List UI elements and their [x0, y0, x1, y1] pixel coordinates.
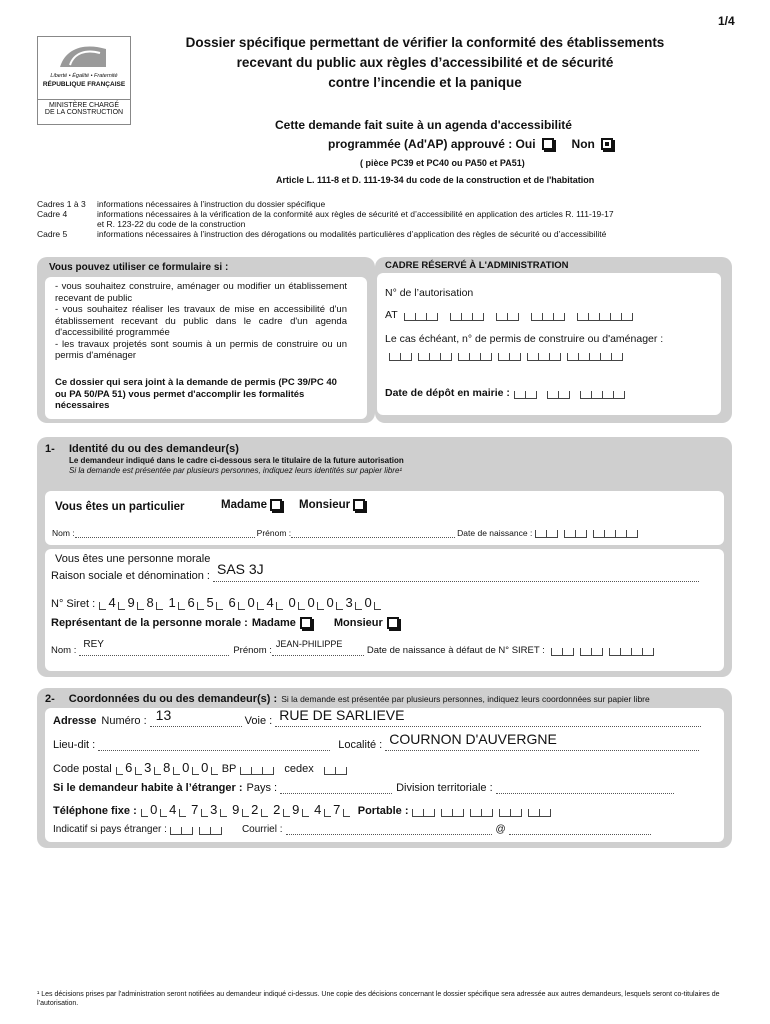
cp-row: [53, 760, 353, 775]
adresse-label: Adresse: [53, 715, 97, 727]
cp-digit: 3: [144, 760, 152, 775]
usage-note: Ce dossier qui sera joint à la demande de permis (PC 39/PC 40 ou PA 50/PA 51) vous permet d'accomplir les formalités nécessaires: [55, 377, 337, 411]
tel-label: Téléphone fixe :: [53, 805, 137, 817]
numero-label: Numéro :: [101, 715, 147, 727]
nom-label: Nom :: [51, 645, 77, 656]
adap-question: [328, 137, 613, 151]
permis-number-field[interactable]: [389, 353, 629, 361]
tel-digit: 2: [251, 802, 259, 817]
siret-digit: 0: [288, 595, 296, 610]
raison-label: Raison sociale et dénomination :: [51, 570, 210, 582]
monsieur-label: Monsieur: [299, 499, 351, 511]
usage-inner: [45, 277, 367, 419]
particulier-row: [52, 527, 644, 538]
cp-digit: 0: [201, 760, 209, 775]
division-label: Division territoriale :: [396, 782, 493, 794]
usage-list: [55, 281, 347, 362]
siret-digit: 0: [247, 595, 255, 610]
lieudit-label: Lieu-dit :: [53, 739, 96, 751]
bp-field[interactable]: [240, 767, 274, 775]
bp-label: BP: [221, 763, 237, 775]
portable-field[interactable]: [412, 809, 557, 817]
indicatif-row: [53, 824, 651, 835]
siret-digit: 6: [228, 595, 236, 610]
particulier-prenom-field[interactable]: [291, 527, 455, 538]
siret-digit: 0: [307, 595, 315, 610]
particulier-naissance-field[interactable]: [535, 530, 644, 538]
localite-value: COURNON D'AUVERGNE: [389, 731, 557, 747]
prenom-label: Prénom :: [233, 645, 272, 656]
particulier-nom-field[interactable]: [75, 527, 255, 538]
tel-digit: 4: [314, 802, 322, 817]
section2-inner: [45, 708, 724, 842]
indicatif-label: Indicatif si pays étranger :: [53, 824, 167, 835]
ministry-line1: MINISTÈRE CHARGÉ: [48, 102, 119, 109]
adap-question-text: programmée (Ad'AP) approuvé : Oui: [328, 137, 536, 151]
lieudit-field[interactable]: [98, 740, 330, 751]
admin-inner: [377, 273, 721, 415]
depot-label: Date de dépôt en mairie :: [385, 387, 510, 399]
morale-prenom-field[interactable]: [272, 639, 364, 656]
cadre-key: [37, 219, 97, 229]
logo-motto: Liberté • Égalité • Fraternité: [50, 73, 118, 79]
section1-panel: [37, 437, 732, 677]
indicatif-field[interactable]: [170, 827, 228, 835]
morale-nom-row: [51, 639, 660, 656]
particulier-label: Vous êtes un particulier: [55, 501, 185, 513]
tel-digit: 9: [292, 802, 300, 817]
permis-label: Le cas échéant, n° de permis de construire ou d'aménager :: [385, 333, 664, 345]
voie-value: RUE DE SARLIEVE: [279, 707, 405, 723]
tel-digit: 2: [273, 802, 281, 817]
siret-label: N° Siret :: [51, 598, 96, 610]
madame-label: Madame: [251, 617, 296, 629]
naissance-label: Date de naissance à défaut de N° SIRET :: [366, 645, 545, 656]
particulier-box: [45, 491, 724, 545]
morale-naissance-field[interactable]: [551, 648, 660, 656]
admin-header: CADRE RÉSERVÉ À L'ADMINISTRATION: [385, 260, 569, 271]
usage-item: - vous souhaitez réaliser les travaux de mise en accessibilité d'un établissement recevant du public dans le cadre d'un agenda d'accessibilité programmée: [55, 304, 347, 338]
section1-sub2: Si la demande est présentée par plusieurs personnes, indiquez leurs identités sur papier libre¹: [69, 466, 403, 475]
adap-oui-checkbox[interactable]: [542, 138, 554, 150]
telephone-field[interactable]: [141, 802, 350, 817]
raison-row: [51, 561, 699, 582]
courriel-domain-field[interactable]: [509, 824, 651, 835]
section2-note: Si la demande est présentée par plusieurs personnes, indiquez leurs coordonnées sur papier libre: [281, 694, 650, 704]
portable-label: Portable :: [357, 805, 409, 817]
lieudit-row: [53, 731, 699, 751]
pays-field[interactable]: [280, 783, 392, 794]
cadre-text: informations nécessaires à l’instruction des dérogations ou modalités particulières d’application des règles de sécurité ou d’accessibilité: [97, 229, 607, 239]
numero-field[interactable]: [150, 707, 242, 727]
tel-digit: 7: [333, 802, 341, 817]
voie-field[interactable]: [275, 707, 701, 727]
numero-value: 13: [155, 707, 172, 723]
tel-digit: 4: [169, 802, 177, 817]
footnote: ¹ Les décisions prises par l’administration seront notifiées au demandeur indiqué ci-dessus. Une copie des décisions concernant le dossier spécifique sera adressée aux autres demandeurs, lesquels seront co-titulaires de l’autorisation.: [37, 991, 720, 1007]
cadre-key: Cadres 1 à 3: [37, 199, 86, 209]
representant-row: [51, 617, 399, 629]
usage-item: - vous souhaitez construire, aménager ou modifier un établissement recevant de public: [55, 281, 347, 304]
adap-article: Article L. 111-8 et D. 111-19-34 du code de la construction et de l'habitation: [276, 175, 595, 185]
title-line3: contre l’incendie et la panique: [328, 75, 522, 90]
cp-label: Code postal: [53, 763, 112, 775]
particulier-civility: [221, 499, 365, 511]
cp-field[interactable]: [116, 760, 218, 775]
cadres-legend: [37, 199, 737, 239]
section2-title: Coordonnées du ou des demandeur(s) :: [68, 693, 278, 705]
logo-republic: RÉPUBLIQUE FRANÇAISE: [42, 81, 126, 88]
ministry-box: [37, 100, 131, 125]
section1-sub1: Le demandeur indiqué dans le cadre ci-dessous sera le titulaire de la future autorisation: [69, 456, 404, 465]
title-line1: Dossier spécifique permettant de vérifier la conformité des établissements: [185, 35, 665, 50]
madame-label: Madame: [221, 499, 268, 511]
republic-logo: [37, 36, 131, 100]
particulier-monsieur-checkbox[interactable]: [353, 499, 365, 511]
siret-digit: 0: [326, 595, 334, 610]
monsieur-label: Monsieur: [333, 617, 383, 629]
siret-digit: 9: [127, 595, 135, 610]
siret-digit: 4: [266, 595, 274, 610]
adap-line1: Cette demande fait suite à un agenda d'accessibilité: [275, 118, 572, 132]
tel-digit: 0: [150, 802, 158, 817]
cadre-key: Cadre 5: [37, 229, 68, 239]
cadre-key: Cadre 4: [37, 209, 68, 219]
document-title: [150, 33, 700, 93]
morale-madame-checkbox[interactable]: [300, 617, 312, 629]
usage-panel: [37, 257, 375, 423]
raison-field[interactable]: [213, 561, 699, 582]
morale-monsieur-checkbox[interactable]: [387, 617, 399, 629]
siret-row: [51, 595, 381, 610]
morale-nom-field[interactable]: [79, 639, 229, 656]
cedex-field[interactable]: [324, 767, 347, 775]
particulier-madame-checkbox[interactable]: [270, 499, 282, 511]
adap-pieces: ( pièce PC39 et PC40 ou PA50 et PA51): [360, 158, 525, 168]
page-number: 1/4: [718, 14, 735, 28]
localite-field[interactable]: [385, 731, 699, 751]
morale-label: Vous êtes une personne morale: [55, 553, 211, 565]
cedex-label: cedex: [284, 763, 314, 775]
courriel-local-field[interactable]: [286, 824, 492, 835]
cadre-text: et R. 123-22 du code de la construction: [97, 219, 246, 229]
courriel-at: @: [495, 824, 506, 835]
adap-non-label: Non: [571, 137, 595, 151]
telephone-row: [53, 802, 557, 817]
tel-digit: 9: [232, 802, 240, 817]
depot-date-field[interactable]: [385, 387, 631, 399]
siret-digit: 0: [364, 595, 372, 610]
cp-digit: 8: [163, 760, 171, 775]
siret-digit: 8: [146, 595, 154, 610]
etranger-row: [53, 782, 674, 794]
title-line2: recevant du public aux règles d’accessibilité et de sécurité: [236, 55, 614, 70]
siret-digit: 5: [206, 595, 214, 610]
prenom-value: JEAN-PHILIPPE: [275, 639, 343, 649]
raison-value: SAS 3J: [216, 561, 264, 577]
adresse-row: [53, 707, 701, 727]
section1-number: 1-: [45, 443, 55, 455]
siret-digit: 6: [187, 595, 195, 610]
at-label: AT: [385, 309, 398, 321]
siret-digit: 3: [345, 595, 353, 610]
courriel-label: Courriel :: [241, 824, 283, 835]
pays-label: Pays :: [246, 782, 278, 794]
cp-digit: 0: [182, 760, 190, 775]
admin-panel: [375, 257, 732, 423]
section2-panel: [37, 688, 732, 848]
nom-label: Nom :: [52, 528, 75, 538]
marianne-emblem: [56, 43, 110, 69]
cadre-text: informations nécessaires à l’instruction du dossier spécifique: [97, 199, 326, 209]
usage-item: - les travaux projetés sont soumis à un permis de construire ou un permis d'aménager: [55, 338, 347, 361]
division-field[interactable]: [496, 783, 674, 794]
section2-header: [45, 693, 650, 705]
siret-field[interactable]: [99, 595, 381, 610]
nom-value: REY: [83, 639, 104, 650]
adap-non-checkbox[interactable]: [601, 138, 613, 150]
ministry-line2: DE LA CONSTRUCTION: [44, 109, 124, 116]
tel-digit: 3: [210, 802, 218, 817]
cadre-text: informations nécessaires à la vérification de la conformité aux règles de sécurité et d’accessibilité en application des articles R. 111-19-17: [97, 209, 614, 219]
usage-header: Vous pouvez utiliser ce formulaire si :: [49, 262, 229, 273]
section2-number: 2-: [45, 693, 55, 705]
voie-label: Voie :: [244, 715, 273, 727]
section1-title: Identité du ou des demandeur(s): [69, 443, 239, 455]
naissance-label: Date de naissance :: [457, 528, 533, 538]
representant-label: Représentant de la personne morale :: [51, 617, 248, 629]
siret-digit: 4: [108, 595, 116, 610]
prenom-label: Prénom :: [256, 528, 292, 538]
at-number-field[interactable]: [385, 309, 639, 321]
authorisation-label: N° de l’autorisation: [385, 287, 474, 299]
cp-digit: 6: [125, 760, 133, 775]
localite-label: Localité :: [338, 739, 383, 751]
etranger-label: Si le demandeur habite à l’étranger :: [53, 782, 243, 794]
morale-box: [45, 549, 724, 671]
siret-digit: 1: [168, 595, 176, 610]
tel-digit: 7: [191, 802, 199, 817]
